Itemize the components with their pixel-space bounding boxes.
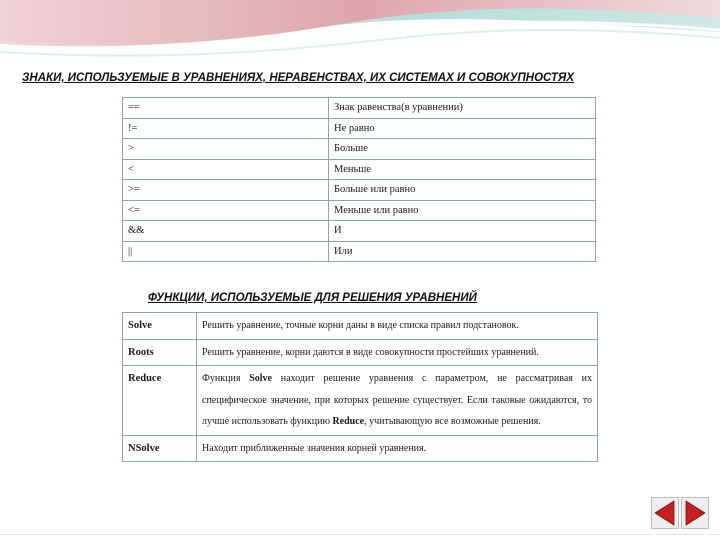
function-description: Находит приближенные значения корней уравнения. [197,435,598,462]
sign-meaning: Больше [329,139,596,160]
signs-table [122,97,596,262]
sign-symbol: != [123,118,329,139]
function-description: Решить уравнение, точные корни даны в виде списка правил подстановок. [197,313,598,340]
function-name: NSolve [123,435,197,462]
table-row [123,221,596,242]
description-text: Функция [202,373,250,384]
signs-heading: ЗНАКИ, ИСПОЛЬЗУЕМЫЕ В УРАВНЕНИЯХ, НЕРАВЕНСТВАХ, ИХ СИСТЕМАХ И СОВОКУПНОСТЯХ [22,72,574,84]
function-name: Solve [123,313,197,340]
description-text: находит решение уравнения с параметром, не рассматривая их специфическое значение, при которых решение существует. Если таковые ожидаются, то лучше использовать функцию [202,373,592,427]
table-row [123,200,596,221]
prev-slide-button[interactable] [652,498,679,529]
sign-meaning: Знак равенства(в уравнении) [329,98,596,119]
sign-meaning: Меньше или равно [329,200,596,221]
function-description: Решить уравнение, корни даются в виде совокупности простейших уравнений. [197,339,598,366]
sign-symbol: || [123,241,329,262]
keyword-solve: Solve [249,373,272,384]
sign-meaning: Меньше [329,159,596,180]
function-name: Roots [123,339,197,366]
bottom-divider [0,534,720,535]
sign-symbol: && [123,221,329,242]
sign-symbol: <= [123,200,329,221]
table-row [123,98,596,119]
functions-table [122,312,598,462]
sign-meaning: И [329,221,596,242]
table-row [123,180,596,201]
keyword-reduce: Reduce [332,416,365,427]
table-row [123,139,596,160]
sign-symbol: > [123,139,329,160]
function-description [197,366,598,436]
table-row [123,241,596,262]
sign-symbol: >= [123,180,329,201]
functions-heading: ФУНКЦИИ, ИСПОЛЬЗУЕМЫЕ ДЛЯ РЕШЕНИЯ УРАВНЕНИЙ [148,292,477,304]
description-text: , учитывающую все возможные решения. [364,416,541,427]
table-row [123,339,598,366]
table-row [123,118,596,139]
navigation-buttons [651,497,709,529]
table-row [123,159,596,180]
next-slide-button[interactable] [682,498,709,529]
function-name: Reduce [123,366,197,436]
sign-meaning: Или [329,241,596,262]
decorative-banner [0,0,720,70]
sign-meaning: Не равно [329,118,596,139]
sign-symbol: < [123,159,329,180]
table-row [123,313,598,340]
table-row [123,435,598,462]
sign-symbol: == [123,98,329,119]
table-row [123,366,598,436]
sign-meaning: Больше или равно [329,180,596,201]
